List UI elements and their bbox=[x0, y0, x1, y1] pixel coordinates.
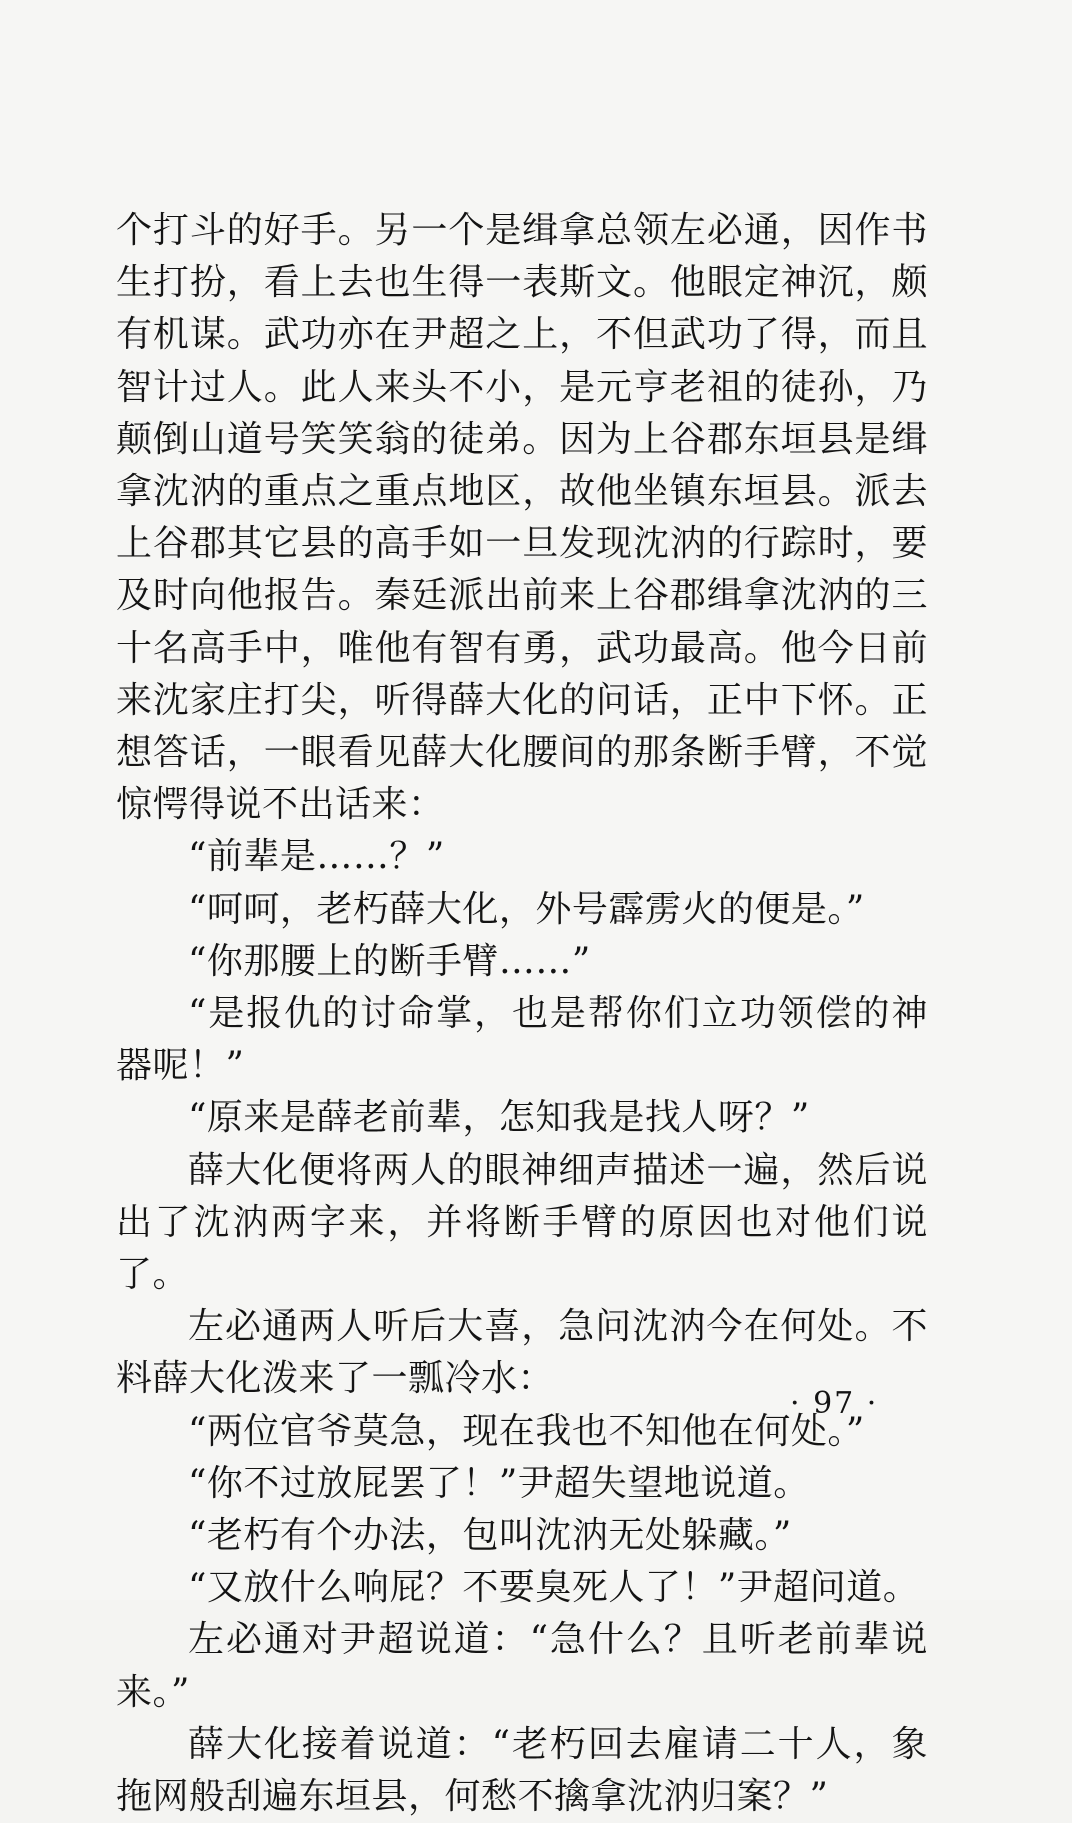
paragraph: 薛大化便将两人的眼神细声描述一遍，然后说出了沈汭两字来，并将断手臂的原因也对他们说了。 bbox=[116, 1149, 928, 1296]
paragraph: “老朽有个办法，包叫沈汭无处躲藏。” bbox=[188, 1515, 792, 1557]
paragraph: “呵呵，老朽薛大化，外号霹雳火的便是。” bbox=[188, 888, 865, 930]
paragraph: “又放什么响屁？不要臭死人了！”尹超问道。 bbox=[188, 1567, 920, 1609]
paragraph: “你那腰上的断手臂……” bbox=[188, 940, 591, 982]
paragraph: “你不过放屁罢了！”尹超失望地说道。 bbox=[188, 1462, 810, 1504]
body-text bbox=[116, 205, 928, 1823]
page-number: · 97 · bbox=[790, 1386, 879, 1421]
paragraph: “是报仇的讨命掌，也是帮你们立功领偿的神器呢！” bbox=[116, 993, 928, 1087]
paragraph: “两位官爷莫急，现在我也不知他在何处。” bbox=[188, 1410, 865, 1452]
paragraph: “前辈是……？” bbox=[188, 836, 445, 878]
paragraph: 左必通对尹超说道：“急什么？且听老前辈说来。” bbox=[116, 1619, 928, 1713]
paragraph: 个打斗的好手。另一个是缉拿总领左必通，因作书生打扮，看上去也生得一表斯文。他眼定神沉，颇有机谋。武功亦在尹超之上，不但武功了得，而且智计过人。此人来头不小，是元亨老祖的徒孙，乃颠倒山道号笑笑翁的徒弟。因为上谷郡东垣县是缉拿沈汭的重点之重点地区，故他坐镇东垣县。派去上谷郡其它县的高手如一旦发现沈汭的行踪时，要及时向他报告。秦廷派出前来上谷郡缉拿沈汭的三十名高手中，唯他有智有勇，武功最高。他今日前来沈家庄打尖，听得薛大化的问话，正中下怀。正想答话，一眼看见薛大化腰间的那条断手臂，不觉惊愕得说不出话来： bbox=[116, 210, 928, 826]
paragraph: 薛大化接着说道：“老朽回去雇请二十人，象拖网般刮遍东垣县，何愁不擒拿沈汭归案？” bbox=[116, 1723, 928, 1818]
paragraph: “原来是薛老前辈，怎知我是找人呀？” bbox=[188, 1097, 810, 1139]
paragraph: 左必通两人听后大喜，急问沈汭今在何处。不料薛大化泼来了一瓢冷水： bbox=[116, 1306, 928, 1400]
